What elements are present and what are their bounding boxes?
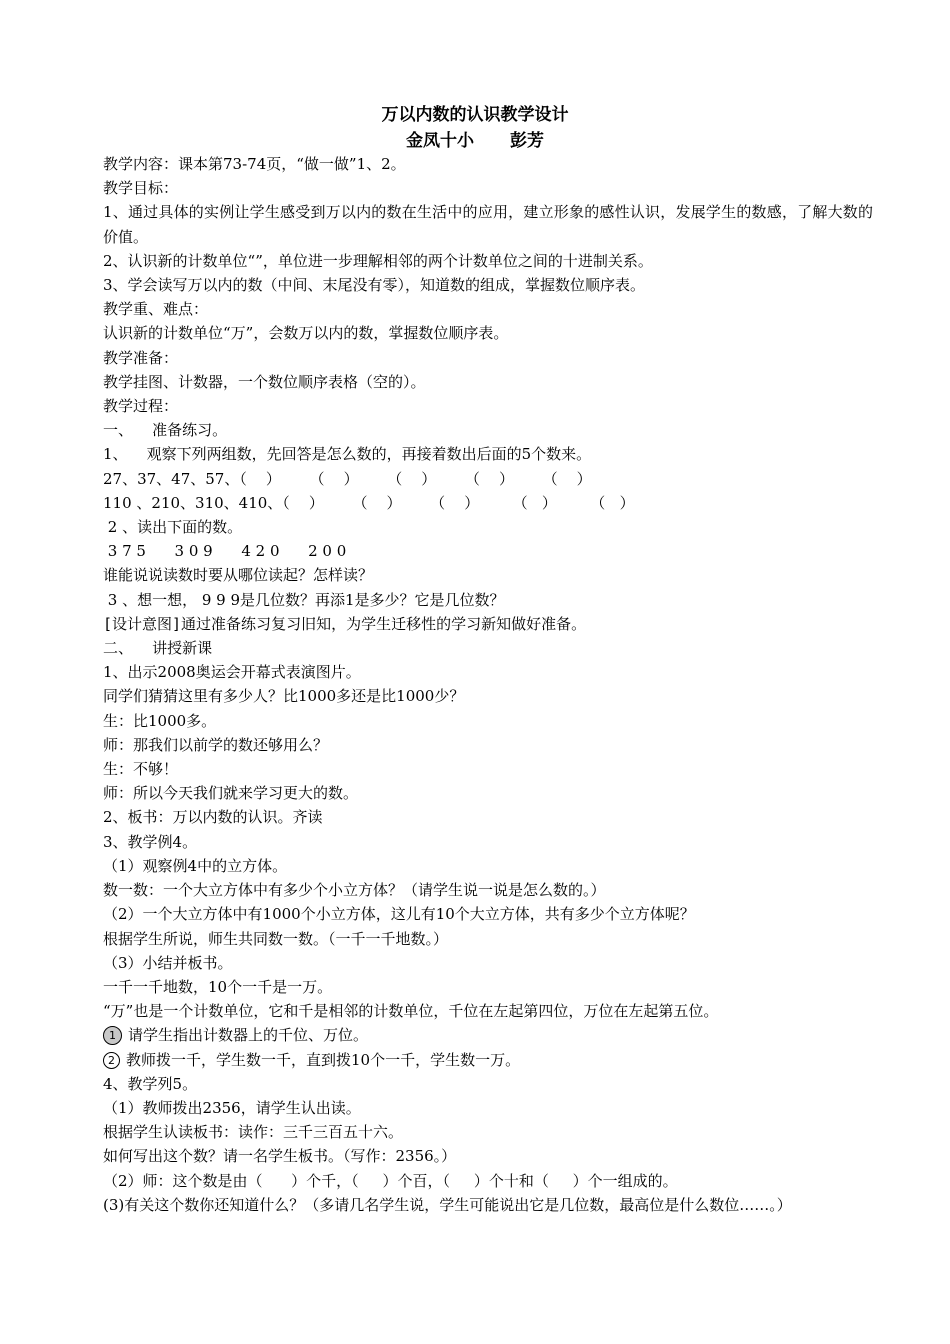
text-line: (3)有关这个数你还知道什么？（多请几名学生说，学生可能说出它是几位数，最高位是什么数位……。） bbox=[103, 1195, 792, 1214]
circled-number-1-icon: 1 bbox=[103, 1026, 122, 1045]
text-line: （2）师：这个数是由（ ）个千，（ ）个百，（ ）个十和（ ）个一组成的。 bbox=[103, 1171, 678, 1190]
text-line: 谁能说说读数时要从哪位读起？怎样读？ bbox=[103, 566, 374, 585]
text-line: 认识新的计数单位“万”，会数万以内的数，掌握数位顺序表。 bbox=[103, 324, 509, 343]
text-line: 1、 观察下列两组数，先回答是怎么数的，再接着数出后面的5个数来。 bbox=[103, 445, 592, 464]
text-line: 2 、读出下面的数。 bbox=[103, 518, 243, 537]
text-line: 1、通过具体的实例让学生感受到万以内的数在生活中的应用，建立形象的感性认识，发展学生的数感，了解大数的价值。 bbox=[103, 203, 873, 246]
text-line: 2、认识新的计数单位“”，单位进一步理解相邻的两个计数单位之间的十进制关系。 bbox=[103, 251, 653, 270]
text-line: 3 、想一想， 9 9 9是几位数？再添1是多少？它是几位数？ bbox=[103, 590, 505, 609]
text-line: 2、板书：万以内数的认识。齐读 bbox=[103, 808, 323, 827]
text-line: 如何写出这个数？请一名学生板书。（写作：2356。） bbox=[103, 1147, 457, 1166]
text-line: 生：比1000多。 bbox=[103, 711, 217, 730]
text-line: （2）一个大立方体中有1000个小立方体，这儿有10个大立方体，共有多少个立方体呢？ bbox=[103, 905, 695, 924]
text-line: 师：那我们以前学的数还够用么？ bbox=[103, 735, 329, 754]
text-line: 3、学会读写万以内的数（中间、末尾没有零），知道数的组成，掌握数位顺序表。 bbox=[103, 276, 646, 295]
text-line: 师：所以今天我们就来学习更大的数。 bbox=[103, 784, 359, 803]
text-line: 教学过程： bbox=[103, 397, 179, 416]
text-line: 一千一千地数，10个一千是一万。 bbox=[103, 977, 333, 996]
text-line: 教学重、难点： bbox=[103, 300, 209, 319]
text-line: （1）观察例4中的立方体。 bbox=[103, 856, 288, 875]
text-line: 3、教学例4。 bbox=[103, 832, 198, 851]
document-body bbox=[103, 152, 873, 1217]
text-line: 4、教学列5。 bbox=[103, 1074, 198, 1093]
text-line: 生：不够！ bbox=[103, 760, 179, 779]
text-line: 二、 讲授新课 bbox=[103, 639, 213, 658]
text-line: 教学挂图、计数器，一个数位顺序表格（空的）。 bbox=[103, 372, 426, 391]
circled-item-2 bbox=[103, 1048, 873, 1072]
document-title: 万以内数的认识教学设计 bbox=[381, 105, 569, 125]
circled-item-1 bbox=[103, 1023, 873, 1047]
text-line: 1、出示2008奥运会开幕式表演图片。 bbox=[103, 663, 361, 682]
text-line: 根据学生认读板书：读作：三千三百五十六。 bbox=[103, 1123, 404, 1142]
text-line: 110 、210、310、410、（ ） （ ） （ ） （ ） （ ） bbox=[103, 493, 635, 512]
text-line: “万”也是一个计数单位，它和千是相邻的计数单位，千位在左起第四位，万位在左起第五位。 bbox=[103, 1002, 719, 1021]
text-line: 3 7 5 3 0 9 4 2 0 2 0 0 bbox=[103, 542, 347, 561]
text-line: （1）教师拨出2356，请学生认出读。 bbox=[103, 1098, 361, 1117]
author-name: 彭芳 bbox=[510, 131, 544, 151]
text-line: 27、37、47、57、（ ） （ ） （ ） （ ） （ ） bbox=[103, 469, 592, 488]
text-line: 教师拨一千，学生数一千，直到拨10个一千，学生数一万。 bbox=[126, 1050, 521, 1069]
document-subtitle bbox=[0, 126, 950, 151]
text-line: 数一数：一个大立方体中有多少个小立方体？（请学生说一说是怎么数的。） bbox=[103, 881, 606, 900]
text-line: 请学生指出计数器上的千位、万位。 bbox=[128, 1026, 369, 1045]
text-line: 教学目标： bbox=[103, 179, 179, 198]
text-line: 一、 准备练习。 bbox=[103, 421, 228, 440]
school-name: 金凤十小 bbox=[406, 131, 474, 151]
circled-number-2-icon: 2 bbox=[103, 1052, 120, 1069]
design-intent-line: [设计意图]通过准备练习复习旧知，为学生迁移性的学习新知做好准备。 bbox=[103, 614, 587, 633]
text-line: 同学们猜猜这里有多少人？比1000多还是比1000少？ bbox=[103, 687, 465, 706]
text-line: 教学内容：课本第73-74页，“做一做”1、2。 bbox=[103, 155, 406, 173]
text-line: 根据学生所说，师生共同数一数。（一千一千地数。） bbox=[103, 929, 449, 948]
text-line: 教学准备： bbox=[103, 348, 179, 367]
text-line: （3）小结并板书。 bbox=[103, 953, 233, 972]
